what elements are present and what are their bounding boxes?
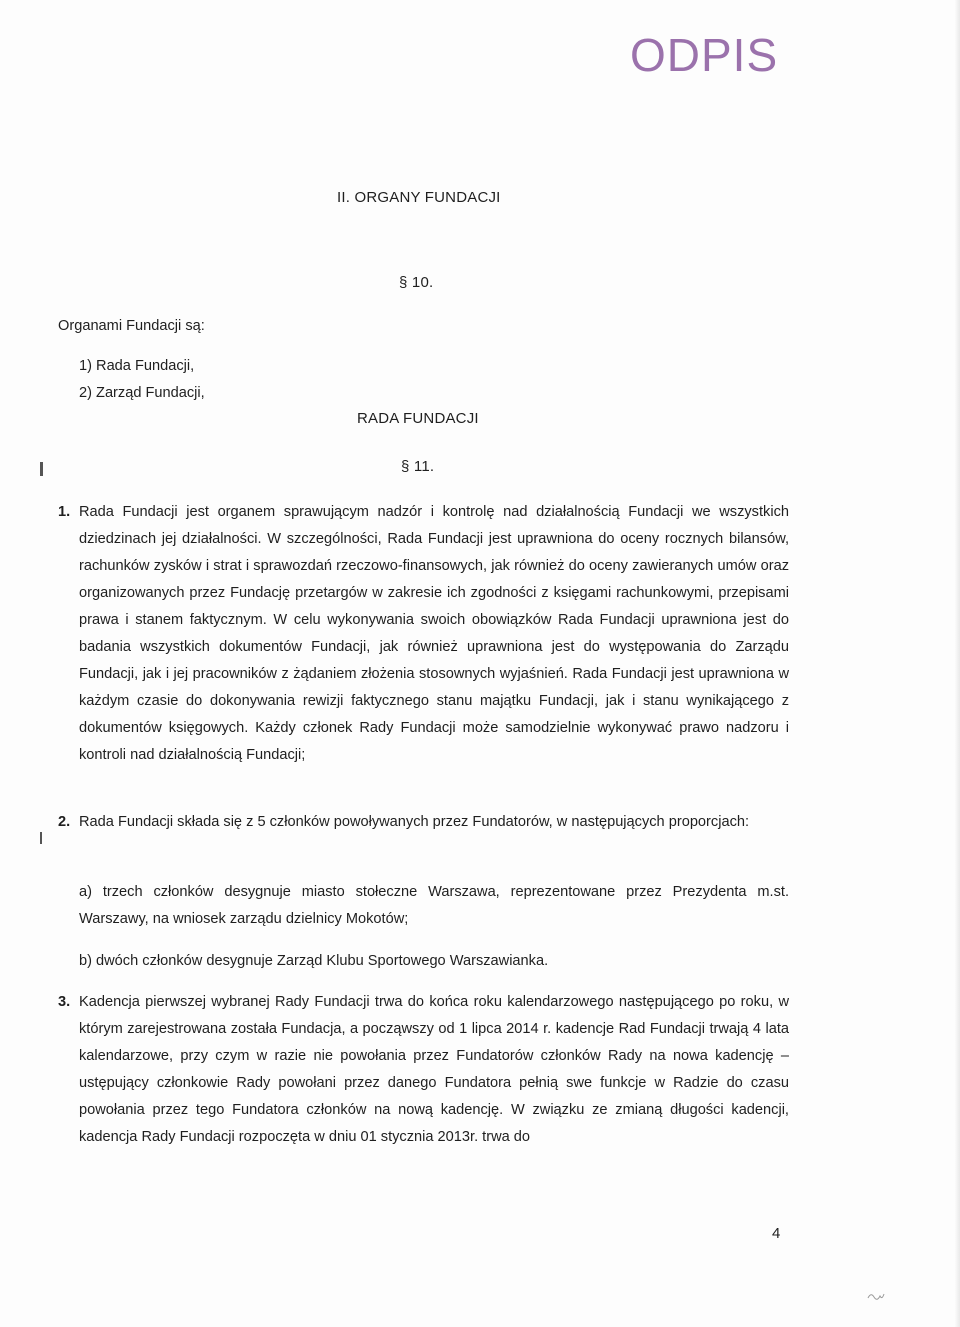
sub-point-text: a) trzech członków desygnuje miasto stołeczne Warszawa, reprezentowane przez Prezydenta m.st. Warszawy, na wniosek zarządu dzielnicy Mokotów; (79, 884, 789, 927)
organs-intro: Organami Fundacji są: (58, 318, 205, 334)
margin-punch-mark (40, 832, 42, 844)
sub-point-text: b) dwóch członków desygnuje Zarząd Klubu Sportowego Warszawianka. (79, 953, 549, 969)
odpis-stamp: ODPIS (630, 29, 779, 81)
page-edge-shadow (954, 0, 960, 1327)
point-text: Rada Fundacji jest organem sprawującym nadzór i kontrolę nad działalnością Fundacji we wszystkich dziedzinach jej działalności. W szczególności, Rada Fundacji jest uprawniona do oceny rocznych bilansów, rachunków zysków i strat i sprawozdań rzeczowo-finansowych, jak również do oceny zawieranych umów oraz organizowanych przez Fundację przetargów w zakresie ich zgodności z księgami rachunkowymi, przepisami prawa i stanem faktycznym. W celu wykonywania swoich obowiązków Rada Fundacji uprawniona jest do badania wszystkich dokumentów Fundacji, jak również uprawniona jest do występowania do Zarządu Fundacji, jak i jej pracowników z żądaniem złożenia stosownych wyjaśnień. Rada Fundacji jest uprawniona w każdym czasie do dokonywania rewizji faktycznego stanu majątku Fundacji, jak i stanu wynikającego z dokumentów księgowych. Każdy członek Rady Fundacji może samodzielnie wykonywać prawo nadzoru i kontroli nad działalnością Fundacji; (79, 504, 789, 763)
page-number: 4 (772, 1225, 781, 1242)
section-title: II. ORGANY FUNDACJI (337, 189, 501, 206)
paragraph-11-sign: § 11. (401, 458, 435, 475)
paragraph-10-sign: § 10. (399, 274, 434, 291)
organ-list-item: 2) Zarząd Fundacji, (79, 385, 205, 401)
rada-heading: RADA FUNDACJI (357, 410, 479, 427)
point-text: Rada Fundacji składa się z 5 członków powoływanych przez Fundatorów, w następujących proporcjach: (79, 814, 750, 830)
initials-scribble-icon (866, 1288, 886, 1302)
point-text: Kadencja pierwszej wybranej Rady Fundacji trwa do końca roku kalendarzowego następującego po roku, w którym zarejestrowana została Fundacja, a począwszy od 1 lipca 2014 r. kadencje Rad Fundacji trwają 4 lata kalendarzowe, przy czym w razie nie powołania przez Fundatorów członków Rady na nowa kadencję – ustępujący członkowie Rady powołani przez danego Fundatora pełnią swe funkcje w Radzie do czasu powołania przez tego Fundatora członków na nową kadencję. W związku ze zmianą długości kadencji, kadencja Rady Fundacji rozpoczęta w dniu 01 stycznia 2013r. trwa do (79, 994, 789, 1145)
point-number: 3. (58, 994, 71, 1010)
point-number: 2. (58, 814, 71, 830)
margin-punch-mark (40, 462, 43, 476)
point-number: 1. (58, 504, 71, 520)
organ-list-item: 1) Rada Fundacji, (79, 358, 195, 374)
